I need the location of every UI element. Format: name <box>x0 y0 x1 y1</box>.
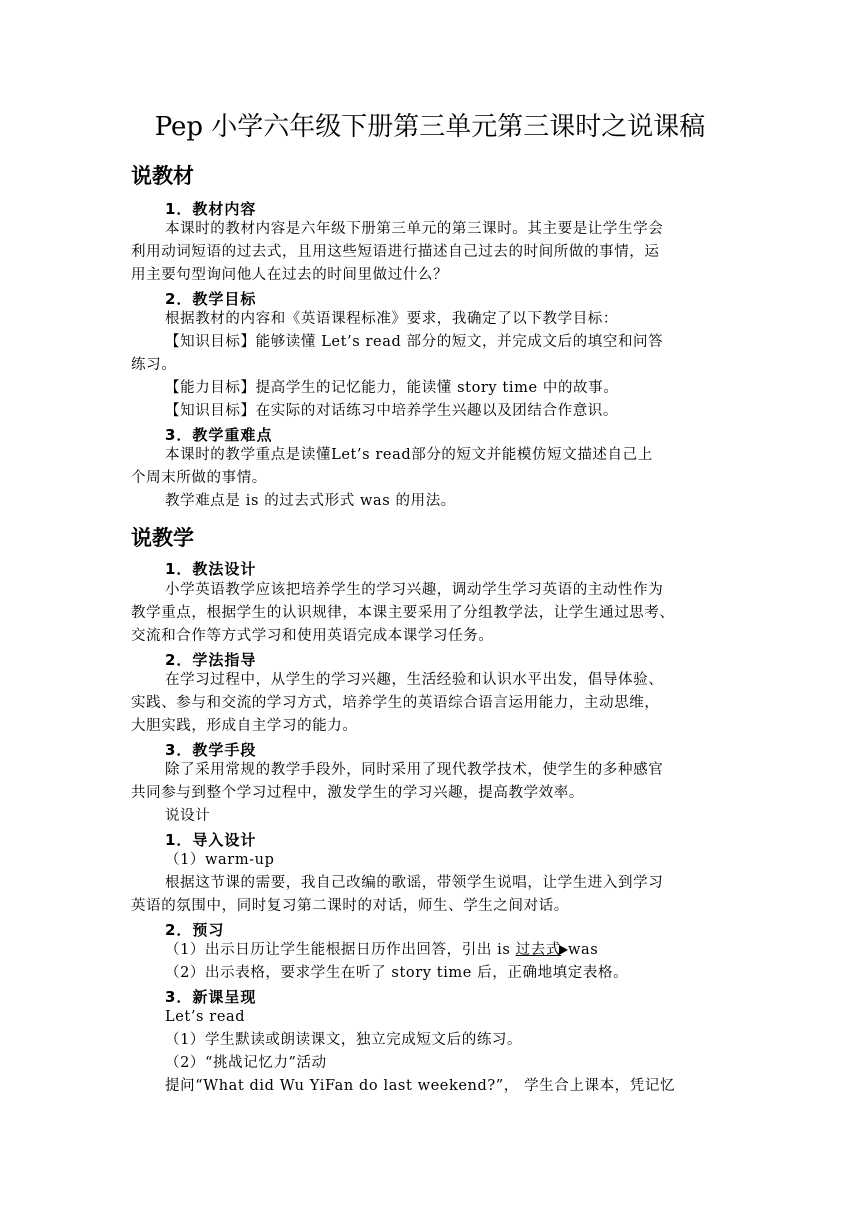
paragraph-line: 共同参与到整个学习过程中，激发学生的学习兴趣，提高教学效率。 <box>131 785 584 801</box>
subheading-learning-guidance: 2．学法指导 <box>165 651 257 669</box>
paragraph-line: 练习。 <box>131 357 177 373</box>
section-heading-teaching: 说教学 <box>131 526 194 550</box>
paragraph-line: 大胆实践，形成自主学习的能力。 <box>131 718 358 734</box>
paragraph-line: 提问“What did Wu YiFan do last weekend?”， 学生合上课本，凭记忆 <box>165 1078 676 1094</box>
line-text: was <box>567 942 599 958</box>
paragraph-line: 根据教材的内容和《英语课程标准》要求，我确定了以下教学目标： <box>165 311 618 327</box>
paragraph-line: 利用动词短语的过去式，且用这些短语进行描述自己过去的时间所做的事情，运 <box>131 244 660 260</box>
paragraph-line: （2）“挑战记忆力”活动 <box>165 1055 327 1071</box>
paragraph-line: Let’s read <box>165 1009 246 1025</box>
paragraph-line: 教学重点，根据学生的认识规律，本课主要采用了分组教学法，让学生通过思考、 <box>131 605 675 621</box>
paragraph-line: 【知识目标】在实际的对话练习中培养学生兴趣以及团结合作意识。 <box>165 403 618 419</box>
paragraph-line: （2）出示表格，要求学生在听了 story time 后，正确地填定表格。 <box>165 965 629 981</box>
subheading-teaching-means: 3．教学手段 <box>165 741 257 759</box>
paragraph-line: （1）学生默读或朗读课文，独立完成短文后的练习。 <box>165 1032 523 1048</box>
paragraph-line: 用主要句型询问他人在过去的时间里做过什么？ <box>131 267 449 283</box>
paragraph-line: 本课时的教材内容是六年级下册第三单元的第三课时。其主要是让学生学会 <box>165 221 664 237</box>
paragraph-line: 【能力目标】提高学生的记忆能力，能读懂 story time 中的故事。 <box>165 380 619 396</box>
paragraph-line: 交流和合作等方式学习和使用英语完成本课学习任务。 <box>131 628 494 644</box>
subheading-key-points: 3．教学重难点 <box>165 426 273 444</box>
paragraph-line: 本课时的教学重点是读懂Let’s read部分的短文并能模仿短文描述自己上 <box>165 447 653 463</box>
section-label-design: 说设计 <box>165 808 211 824</box>
subheading-intro-design: 1．导入设计 <box>165 831 257 849</box>
subheading-teaching-goals: 2．教学目标 <box>165 290 257 308</box>
section-heading-teaching-material: 说教材 <box>131 164 194 188</box>
document-title: Pep 小学六年级下册第三单元第三课时之说课稿 <box>154 112 706 142</box>
paragraph-line: 除了采用常规的教学手段外，同时采用了现代教学技术，使学生的多种感官 <box>165 762 664 778</box>
paragraph-line: 根据这节课的需要，我自己改编的歌谣，带领学生说唱，让学生进入到学习 <box>165 875 664 891</box>
arrow-label: 过去式 <box>515 942 561 958</box>
paragraph-line: 英语的氛围中，同时复习第二课时的对话，师生、学生之间对话。 <box>131 898 569 914</box>
paragraph-line-with-arrow <box>165 939 735 962</box>
subheading-material-content: 1．教材内容 <box>165 200 257 218</box>
paragraph-line: 教学难点是 is 的过去式形式 was 的用法。 <box>165 493 456 509</box>
subheading-preview: 2．预习 <box>165 921 225 939</box>
line-text: （1）出示日历让学生能根据日历作出回答，引出 is <box>165 942 516 958</box>
subheading-new-lesson: 3．新课呈现 <box>165 988 257 1006</box>
paragraph-line: 实践、参与和交流的学习方式，培养学生的英语综合语言运用能力，主动思维， <box>131 695 660 711</box>
paragraph-line: 在学习过程中，从学生的学习兴趣，生活经验和认识水平出发，倡导体验、 <box>165 672 664 688</box>
paragraph-line: 【知识目标】能够读懂 Let’s read 部分的短文，并完成文后的填空和问答 <box>165 334 664 350</box>
paragraph-line: 个周末所做的事情。 <box>131 470 267 486</box>
paragraph-line: 小学英语教学应该把培养学生的学习兴趣，调动学生学习英语的主动性作为 <box>165 582 664 598</box>
paragraph-line: （1）warm-up <box>165 852 275 868</box>
subheading-method-design: 1．教法设计 <box>165 560 257 578</box>
